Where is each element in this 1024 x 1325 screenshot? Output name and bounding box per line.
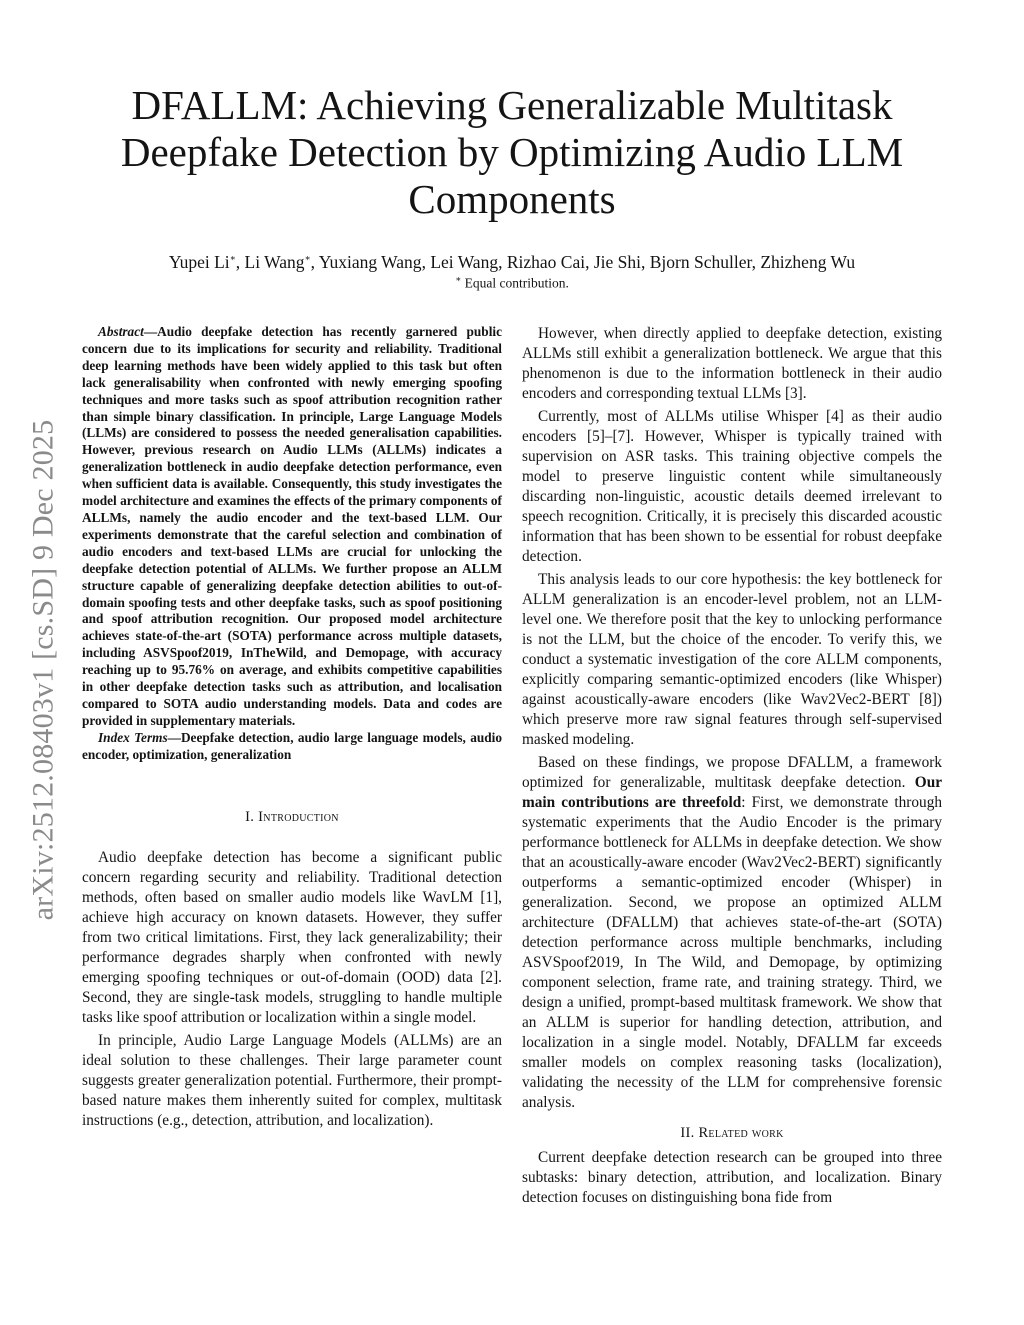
right-column — [522, 324, 942, 1208]
abstract-text: Audio deepfake detection has recently garnered public concern due to its implications for security and reliability. Traditional deep learning methods have been widely applied to this task but often lack generalisability when confronted with newly emerging spoofing techniques and more tasks such as spoof attribution recognition rather than simple binary classification. In principle, Large Language Models (LLMs) are considered to possess the needed generalisation capabilities. However, previous research on Audio LLMs (ALLMs) indicates a generalization bottleneck in audio deepfake detection performance, even when sufficient data is available. Consequently, this study investigates the model architecture and examines the effects of the primary components of ALLMs, namely the audio encoder and the text-based LLM. Our experiments demonstrate that the careful selection and combination of audio encoders and text-based LLMs are crucial for unlocking the deepfake detection potential of ALLMs. We further propose an ALLM structure capable of generalizing deepfake detection abilities to out-of-domain spoofing tests and other deepfake tasks, such as spoof positioning and spoof attribution recognition. Our proposed model architecture achieves state-of-the-art (SOTA) performance across multiple datasets, including ASVSpoof2019, InTheWild, and Demopage, with accuracy reaching up to 95.76% on average, and exhibits competitive capabilities in other deepfake detection tasks such as attribution, and localisation compared to SOTA audio understanding models. Data and codes are provided in supplementary materials. — [82, 324, 502, 728]
author-name: Jie Shi — [593, 251, 641, 272]
section-heading-introduction — [82, 809, 502, 826]
equal-contribution-mark: ∗ — [304, 253, 311, 263]
contributions-rest: : First, we demonstrate through systematic experiments that the Audio Encoder is the primary performance bottleneck for ALLMs in deepfake detection. We show that an acoustically-aware encoder (Wav2Vec2-BERT) significantly outperforms a semantic-optimized encoder (Whisper) in generalization. Second, we propose an optimized ALLM architecture (DFALLM) that achieves state-of-the-art (SOTA) detection performance across multiple benchmarks, including ASVSpoof2019, In The Wild, and Demopage, by optimizing component selection, frame rate, and training strategy. Third, we design a unified, prompt-based multitask framework. We show that an ALLM is superior for handling detection, attribution, and localization in a single model. Notably, DFALLM far exceeds smaller models on complex reasoning tasks (localization), validating the necessity of the LLM for comprehensive forensic analysis. — [522, 794, 942, 1111]
author-list: Yupei Li∗, Li Wang∗, Yuxiang Wang, Lei Wang, Rizhao Cai, Jie Shi, Bjorn Schuller, Zhizheng Wu — [168, 251, 856, 272]
left-column — [82, 324, 502, 1131]
index-terms-paragraph: Index Terms—Deepfake detection, audio large language models, audio encoder, optimization, generalization — [82, 729, 502, 762]
body-paragraph: Currently, most of ALLMs utilise Whisper [4] as their audio encoders [5]–[7]. However, Whisper is typically trained with supervision on ASR tasks. This training objective compels the model to preserve linguistic content while simultaneously discarding non-linguistic, acoustic details deemed irrelevant to speech recognition. Critically, it is precisely this discarded acoustic information that has been shown to be essential for robust deepfake detection. — [522, 408, 942, 565]
introduction-text — [82, 848, 502, 1131]
section-heading-related-work — [522, 1125, 942, 1142]
paper-title: DFALLM: Achieving Generalizable Multitask Deepfake Detection by Optimizing Audio LLM Components — [120, 82, 904, 222]
equal-contribution-mark: ∗ — [229, 253, 236, 263]
section-number: I. — [245, 808, 255, 825]
author-name: Yuxiang Wang — [318, 251, 422, 272]
author-name: Yupei Li — [168, 251, 230, 272]
equal-contribution-note — [80, 271, 944, 292]
equal-contribution-text: Equal contribution. — [464, 275, 569, 291]
section-title: Introduction — [258, 808, 339, 825]
author-name: Zhizheng Wu — [760, 251, 856, 272]
body-paragraph: Audio deepfake detection has become a significant public concern regarding security and reliability. Traditional detection methods, often based on smaller audio models like WavLM [1], achieve high accuracy on known datasets. However, they suffer from two critical limitations. First, they lack generalizability; their performance degrades sharply when confronted with newly emerging spoofing techniques or out-of-domain (OOD) data [2]. Second, they are single-task models, struggling to handle multiple tasks like spoof attribution or localization within a single model. — [82, 848, 502, 1026]
author-name: Li Wang — [244, 251, 305, 272]
body-paragraph: Current deepfake detection research can be grouped into three subtasks: binary detection, attribution, and localization. Binary detection focuses on distinguishing bona fide from — [522, 1149, 942, 1206]
author-name: Lei Wang — [430, 251, 499, 272]
index-terms-label: Index Terms — [98, 729, 168, 745]
author-name: Rizhao Cai — [506, 251, 586, 272]
body-paragraph: This analysis leads to our core hypothesis: the key bottleneck for ALLM generalization is an encoder-level problem, not an LLM-level one. We therefore posit that the key to unlocking performance is not the LLM, but the choice of the encoder. To verify this, we conduct a systematic investigation of the core ALLM components, explicitly comparing semantic-optimized encoders (like Whisper) against acoustically-aware encoders (like Wav2Vec2-BERT [8]) which preserve more raw signal features through self-supervised masked modeling. — [522, 571, 942, 748]
contributions-bold: Our main contributions are threefold — [522, 774, 942, 811]
arxiv-identifier-stamp — [14, 380, 72, 960]
abstract-block — [82, 324, 502, 764]
contributions-paragraph — [522, 753, 942, 1113]
body-paragraph: In principle, Audio Large Language Models (ALLMs) are an ideal solution to these challenges. Their large parameter count suggests greater generalization potential. Furthermore, their prompt-based nature makes them inherently suited for complex, multitask instructions (e.g., detection, attribution, and localization). — [82, 1031, 502, 1129]
abstract-label: Abstract — [98, 324, 144, 339]
arxiv-identifier-text: arXiv:2512.08403v1 [cs.SD] 9 Dec 2025 — [26, 419, 60, 921]
related-work-text — [522, 1148, 942, 1208]
author-name: Bjorn Schuller — [649, 251, 752, 272]
equal-contribution-mark: ∗ — [455, 274, 462, 284]
section-number: II. — [680, 1125, 695, 1141]
section-title: Related work — [698, 1125, 784, 1141]
abstract-paragraph: Abstract—Audio deepfake detection has recently garnered public concern due to its implications for security and reliability. Traditional deep learning methods have been widely applied to this task but often lack generalisability when confronted with newly emerging spoofing techniques and more tasks such as spoof attribution recognition rather than simple binary classification. In principle, Large Language Models (LLMs) are considered to possess the needed generalisation capabilities. However, previous research on Audio LLMs (ALLMs) indicates a generalization bottleneck in audio deepfake detection performance, even when sufficient data is available. Consequently, this study investigates the model architecture and examines the effects of the primary components of ALLMs, namely the audio encoder and the text-based LLM. Our experiments demonstrate that the careful selection and combination of audio encoders and text-based LLMs are crucial for unlocking the deepfake detection potential of ALLMs. We further propose an ALLM structure capable of generalizing deepfake detection abilities to out-of-domain spoofing tests and other deepfake tasks, such as spoof positioning and spoof attribution recognition. Our proposed model architecture achieves state-of-the-art (SOTA) performance across multiple datasets, including ASVSpoof2019, InTheWild, and Demopage, with accuracy reaching up to 95.76% on average, and exhibits competitive capabilities in other deepfake detection tasks such as attribution, and localisation compared to SOTA audio understanding models. Data and codes are provided in supplementary materials. — [82, 324, 502, 728]
right-column-text — [522, 324, 942, 1113]
body-paragraph: However, when directly applied to deepfake detection, existing ALLMs still exhibit a generalization bottleneck. We argue that this phenomenon is due to the information bottleneck in their audio encoders and corresponding textual LLMs [3]. — [522, 325, 942, 402]
index-terms-text: Deepfake detection, audio large language models, audio encoder, optimization, generalization — [82, 729, 502, 762]
contributions-lead: Based on these findings, we propose DFALLM, a framework optimized for generalizable, multitask deepfake detection. — [522, 754, 942, 791]
